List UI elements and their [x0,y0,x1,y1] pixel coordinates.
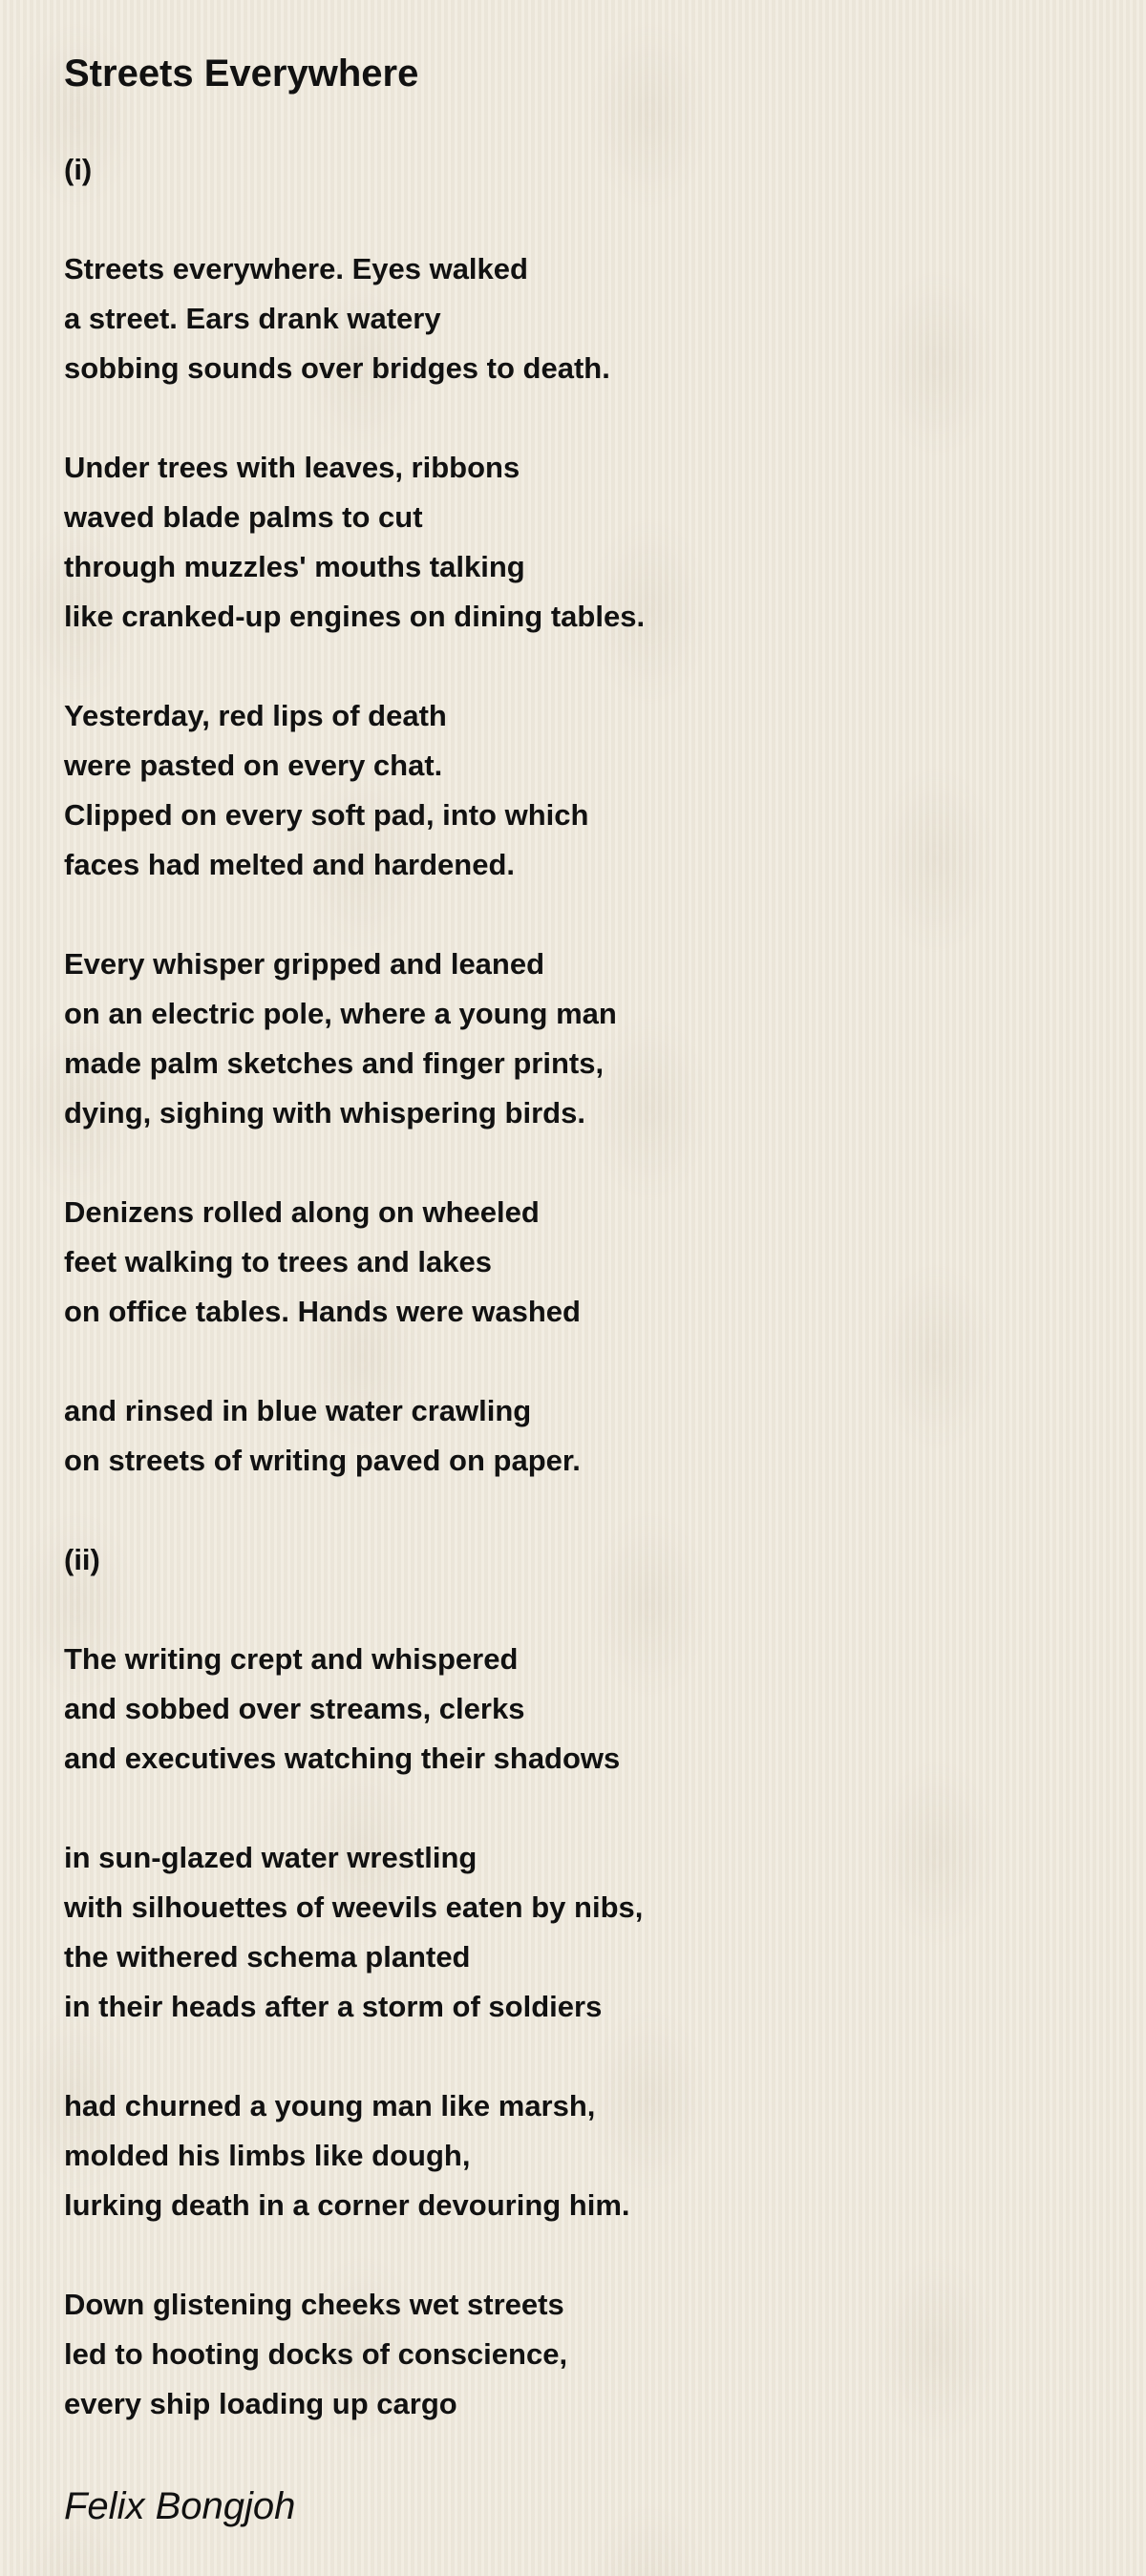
poem-line: sobbing sounds over bridges to death. [64,351,610,385]
poem-page [64,46,1095,2534]
poem-line: on office tables. Hands were washed [64,1295,581,1328]
poem-line: (i) [64,153,93,186]
poem-line: made palm sketches and finger prints, [64,1046,605,1080]
poem-line: through muzzles' mouths talking [64,550,525,583]
section-marker [64,1535,1095,1585]
stanza [64,1635,1095,1784]
stanza [64,2081,1095,2230]
poem-line: The writing crept and whispered [64,1642,519,1676]
poem-line: had churned a young man like marsh, [64,2089,596,2122]
poem-line: Yesterday, red lips of death [64,699,447,732]
poem-line: in sun-glazed water wrestling [64,1841,478,1874]
poem-line: led to hooting docks of conscience, [64,2337,568,2371]
poem-line: Every whisper gripped and leaned [64,947,545,981]
poem-line: the withered schema planted [64,1940,471,1974]
poem-line: and sobbed over streams, clerks [64,1692,525,1725]
poem-line: Denizens rolled along on wheeled [64,1195,540,1229]
poem-line: faces had melted and hardened. [64,848,516,881]
poem-line: and rinsed in blue water crawling [64,1394,532,1427]
poem-body [64,145,1095,2429]
stanza [64,244,1095,393]
poem-line: dying, sighing with whispering birds. [64,1096,585,1130]
stanza [64,1833,1095,2032]
poem-line: every ship loading up cargo [64,2387,457,2420]
poem-line: Clipped on every soft pad, into which [64,798,589,832]
stanza [64,691,1095,890]
stanza [64,1188,1095,1337]
poem-line: and executives watching their shadows [64,1742,621,1775]
poem-line: in their heads after a storm of soldiers [64,1990,603,2023]
poem-line: Streets everywhere. Eyes walked [64,252,528,285]
poem-line: Under trees with leaves, ribbons [64,451,520,484]
poem-line: like cranked-up engines on dining tables. [64,600,646,633]
poem-line: on an electric pole, where a young man [64,997,617,1030]
stanza [64,2280,1095,2429]
poem-line: waved blade palms to cut [64,500,423,534]
poem-line: feet walking to trees and lakes [64,1245,492,1278]
poem-line: a street. Ears drank watery [64,302,441,335]
poem-line: on streets of writing paved on paper. [64,1444,581,1477]
stanza [64,443,1095,642]
stanza [64,1386,1095,1486]
poem-line: with silhouettes of weevils eaten by nibs, [64,1890,644,1924]
poem-line: lurking death in a corner devouring him. [64,2188,630,2222]
poem-line: molded his limbs like dough, [64,2139,471,2172]
stanza [64,940,1095,1138]
poem-line: were pasted on every chat. [64,749,443,782]
poem-line: Down glistening cheeks wet streets [64,2288,564,2321]
section-marker [64,145,1095,195]
poem-line: (ii) [64,1543,100,1576]
poem-title: Streets Everywhere [64,53,419,95]
poem-author: Felix Bongjoh [64,2485,296,2527]
